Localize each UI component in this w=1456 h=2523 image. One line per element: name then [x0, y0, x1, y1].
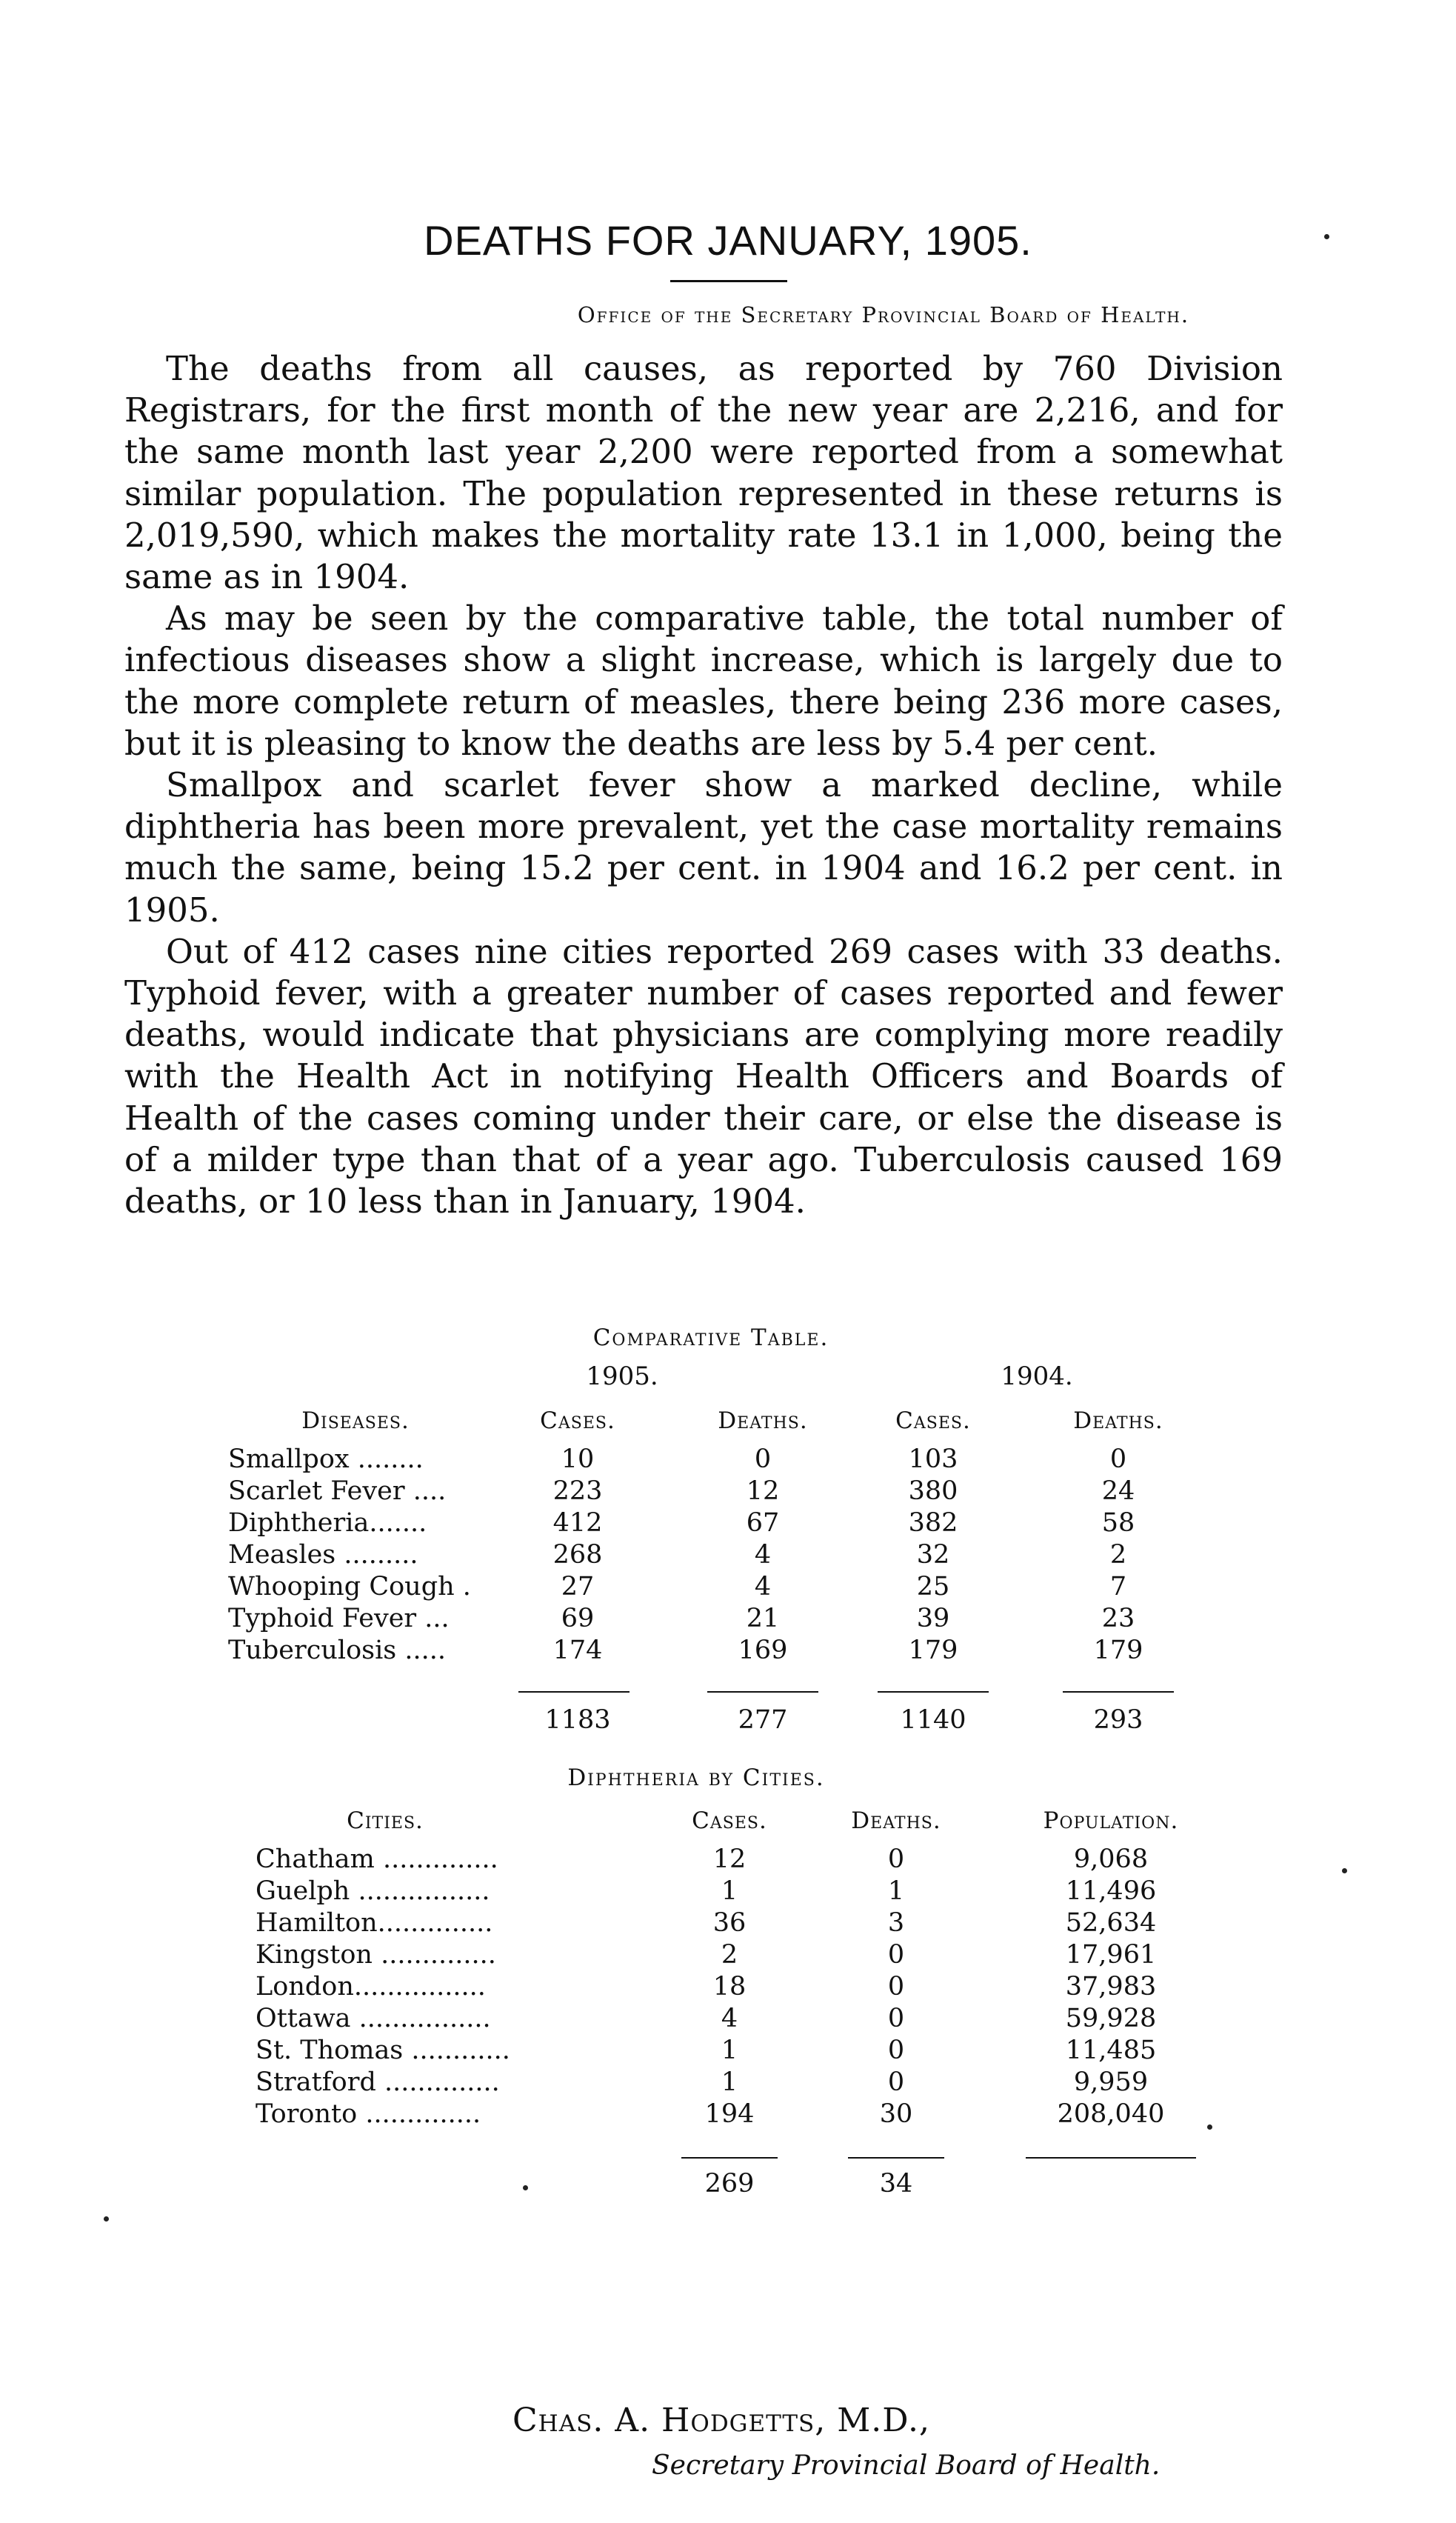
cell: 10 [561, 1444, 595, 1474]
year-1905-heading: 1905. [586, 1362, 658, 1391]
cell: 2 [1109, 1540, 1127, 1570]
cell: 39 [916, 1604, 950, 1633]
cell: 1 [721, 2067, 738, 2097]
deaths-header: Deaths. [851, 1807, 941, 1834]
cell: 9,959 [1073, 2067, 1149, 2097]
cell: 0 [887, 1844, 905, 1874]
city-label: Stratford .............. [256, 2067, 500, 2097]
cell: 4 [754, 1572, 772, 1602]
signature-name: Chas. A. Hodgetts, M.D., [512, 2402, 930, 2439]
cell: 0 [887, 2004, 905, 2033]
cell: 0 [887, 2036, 905, 2065]
cell: 27 [561, 1572, 595, 1602]
report-body [124, 348, 1283, 1222]
total-rule [1026, 2157, 1196, 2159]
cell: 12 [746, 1476, 780, 1506]
cell: 174 [552, 1636, 603, 1665]
cell: 208,040 [1057, 2099, 1165, 2129]
paragraph: The deaths from all causes, as reported by 760 Division Registrars, for the first month of the new year are 2,216, and for the same month last year 2,200 were reported from a somewhat similar population. The population represented in these returns is 2,019,590, which makes the mortality rate 13.1 in 1,000, being the same as in 1904. [124, 349, 1283, 597]
cell: 11,496 [1065, 1876, 1157, 1906]
disease-label: Whooping Cough . [228, 1572, 471, 1602]
cell: 21 [746, 1604, 780, 1633]
total-cell: 269 [704, 2169, 755, 2199]
signature-position: Secretary Provincial Board of Health. [652, 2450, 1161, 2481]
cell: 37,983 [1065, 1972, 1157, 2002]
title-rule [670, 280, 787, 282]
total-rule [878, 1691, 989, 1693]
scan-speck [523, 2185, 528, 2190]
cell: 2 [721, 1940, 738, 1970]
cell: 1 [887, 1876, 905, 1906]
cell: 24 [1101, 1476, 1135, 1506]
total-rule [518, 1691, 630, 1693]
city-label: St. Thomas ............ [256, 2036, 510, 2065]
cell: 382 [908, 1508, 958, 1538]
total-rule [848, 2157, 944, 2159]
diseases-header: Diseases. [301, 1407, 410, 1434]
cell: 23 [1101, 1604, 1135, 1633]
disease-label: Diphtheria....... [228, 1508, 427, 1538]
cell: 30 [879, 2099, 913, 2129]
cell: 0 [887, 1972, 905, 2002]
cities-header: Cities. [347, 1807, 424, 1834]
cell: 1 [721, 2036, 738, 2065]
cell: 25 [916, 1572, 950, 1602]
cell: 1 [721, 1876, 738, 1906]
deaths-1905-header: Deaths. [718, 1407, 808, 1434]
cell: 268 [552, 1540, 603, 1570]
diphtheria-table-title: Diphtheria by Cities. [567, 1764, 825, 1791]
disease-label: Typhoid Fever ... [228, 1604, 450, 1633]
total-rule [681, 2157, 778, 2159]
cell: 69 [561, 1604, 595, 1633]
cases-header: Cases. [692, 1807, 767, 1834]
city-label: Chatham .............. [256, 1844, 498, 1874]
paragraph: As may be seen by the comparative table, the total number of infectious diseases show a slight increase, which is largely due to the more complete return of measles, there being 236 more cases, but it is pleasing to know the deaths are less by 5.4 per cent. [124, 599, 1283, 763]
population-header: Population. [1043, 1807, 1179, 1834]
cases-1905-header: Cases. [540, 1407, 615, 1434]
cases-1904-header: Cases. [895, 1407, 971, 1434]
cell: 17,961 [1065, 1940, 1157, 1970]
cell: 169 [738, 1636, 788, 1665]
cell: 0 [1109, 1444, 1127, 1474]
city-label: London................ [256, 1972, 486, 2002]
total-cell: 277 [738, 1705, 788, 1735]
cell: 0 [887, 2067, 905, 2097]
cell: 11,485 [1065, 2036, 1157, 2065]
disease-label: Smallpox ........ [228, 1444, 424, 1474]
cell: 223 [552, 1476, 603, 1506]
scan-speck [1207, 2124, 1212, 2130]
total-rule [707, 1691, 818, 1693]
disease-label: Scarlet Fever .... [228, 1476, 447, 1506]
cell: 380 [908, 1476, 958, 1506]
cell: 7 [1109, 1572, 1127, 1602]
cell: 18 [712, 1972, 747, 2002]
page-title: DEATHS FOR JANUARY, 1905. [424, 217, 1032, 264]
cell: 67 [746, 1508, 780, 1538]
disease-label: Measles ......... [228, 1540, 418, 1570]
city-label: Toronto .............. [256, 2099, 481, 2129]
cell: 58 [1101, 1508, 1135, 1538]
cell: 4 [754, 1540, 772, 1570]
total-cell: 1140 [900, 1705, 966, 1735]
total-cell: 34 [879, 2169, 913, 2199]
paragraph: Out of 412 cases nine cities reported 269 cases with 33 deaths. Typhoid fever, with a greater number of cases reported and fewer deaths, would indicate that physicians are complying more readily with the Health Act in notifying Health Officers and Boards of Health of the cases coming under their care, or else the disease is of a milder type than that of a year ago. Tuberculosis caused 169 deaths, or 10 less than in January, 1904. [124, 931, 1283, 1221]
cell: 0 [754, 1444, 772, 1474]
cell: 0 [887, 1940, 905, 1970]
cell: 36 [712, 1908, 747, 1938]
scan-speck [104, 2216, 109, 2222]
city-label: Kingston .............. [256, 1940, 496, 1970]
cell: 412 [552, 1508, 603, 1538]
total-cell: 1183 [544, 1705, 611, 1735]
cell: 32 [916, 1540, 950, 1570]
city-label: Ottawa ................ [256, 2004, 491, 2033]
cell: 9,068 [1073, 1844, 1149, 1874]
cell: 179 [908, 1636, 958, 1665]
cell: 59,928 [1065, 2004, 1157, 2033]
cell: 3 [887, 1908, 905, 1938]
scan-speck [1342, 1868, 1347, 1873]
city-label: Guelph ................ [256, 1876, 490, 1906]
comparative-table-title: Comparative Table. [592, 1324, 829, 1351]
cell: 103 [908, 1444, 958, 1474]
cell: 12 [712, 1844, 747, 1874]
total-cell: 293 [1093, 1705, 1143, 1735]
cell: 179 [1093, 1636, 1143, 1665]
total-rule [1063, 1691, 1174, 1693]
paragraph: Smallpox and scarlet fever show a marked decline, while diphtheria has been more prevalent, yet the case mortality remains much the same, being 15.2 per cent. in 1904 and 16.2 per cent. in 1905. [124, 765, 1283, 930]
cell: 4 [721, 2004, 738, 2033]
office-subtitle: Office of the Secretary Provincial Board of Health. [577, 302, 1190, 327]
year-1904-heading: 1904. [1001, 1362, 1073, 1391]
cell: 194 [704, 2099, 755, 2129]
deaths-1904-header: Deaths. [1073, 1407, 1163, 1434]
cell: 52,634 [1065, 1908, 1157, 1938]
city-label: Hamilton.............. [256, 1908, 493, 1938]
disease-label: Tuberculosis ..... [228, 1636, 447, 1665]
scan-speck [1324, 234, 1329, 239]
